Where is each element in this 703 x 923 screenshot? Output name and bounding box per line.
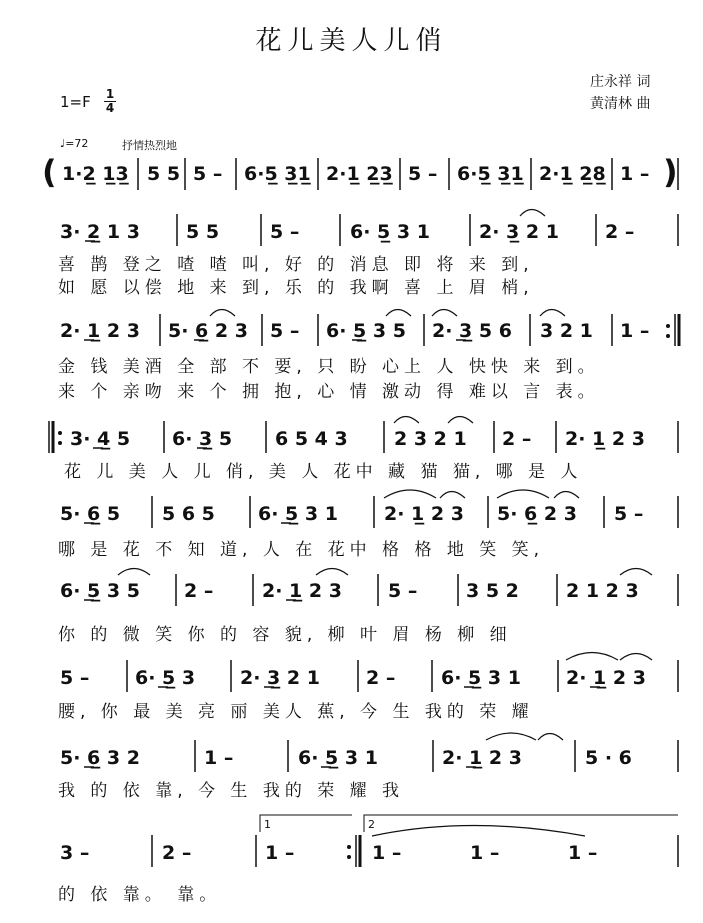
lyric-line: 来 个 亲吻 来 个 拥 抱, 心 情 激动 得 难以 言 表。	[58, 382, 600, 402]
measure: 2· 3̲ 2 1	[240, 667, 320, 689]
measure: 1 –	[470, 842, 500, 864]
measure: 5 –	[193, 163, 223, 185]
measure: 2 1 2 3	[566, 580, 639, 602]
lyric-line: 金 钱 美酒 全 部 不 要, 只 盼 心上 人 快快 来 到。	[58, 357, 600, 377]
measure: 5 5	[147, 163, 181, 185]
measure: 6· 5̲ 3 1	[298, 747, 378, 769]
measure: 2·1̲ 2̲3̲	[326, 163, 393, 185]
measure: 1 –	[265, 842, 295, 864]
measure: 1 –	[620, 320, 650, 342]
measure: 1 –	[568, 842, 598, 864]
slurs	[118, 210, 652, 837]
measure: 3· 4̲ 5	[70, 428, 131, 450]
measure: 6· 5̲ 3 1	[258, 503, 338, 525]
measure: 5· 6̲ 3 2	[60, 747, 140, 769]
lyric-line: 花 儿 美 人 儿 俏, 美 人 花中 藏 猫 猫, 哪 是 人	[64, 462, 583, 482]
measure: 2 3 2 1	[394, 428, 467, 450]
measure: 5 –	[270, 221, 300, 243]
measure: 6· 5̲ 3 5	[60, 580, 140, 602]
measure: 2 –	[605, 221, 635, 243]
measure: 5· 6̲ 2 3	[497, 503, 577, 525]
measure: 1 –	[372, 842, 402, 864]
measure: 1·2̲ 1̲3̲	[62, 163, 129, 185]
lyricist-credit: 庄永祥 词	[590, 74, 651, 90]
expression-marking: 抒情热烈地	[122, 139, 177, 152]
intro-open-paren: (	[42, 153, 57, 191]
measure: 5 –	[388, 580, 418, 602]
lyric-line: 哪 是 花 不 知 道, 人 在 花中 格 格 地 笑 笑,	[58, 540, 545, 560]
volta-brackets	[260, 815, 678, 832]
volta-second-ending-number: 2	[368, 818, 375, 831]
song-title: 花儿美人儿俏	[255, 26, 448, 56]
measure: 5 6 5	[162, 503, 215, 525]
measure: 2 –	[184, 580, 214, 602]
measure: 2· 1̲ 2 3	[384, 503, 464, 525]
measure: 2· 3̲ 5 6	[432, 320, 512, 342]
measure: 2 –	[502, 428, 532, 450]
measure: 5 · 6	[585, 747, 632, 769]
measure: 1 –	[204, 747, 234, 769]
measure: 2· 1̲ 2 3	[262, 580, 342, 602]
measure: 5 –	[60, 667, 90, 689]
measure: 5 –	[408, 163, 438, 185]
lyric-line: 你 的 微 笑 你 的 容 貌, 柳 叶 眉 杨 柳 细	[58, 625, 512, 645]
measure: 5· 6̲ 5	[60, 503, 121, 525]
key-signature: 1=F	[60, 93, 91, 111]
measure: 6·5̲ 3̲1̲	[244, 163, 311, 185]
measure: 2 –	[366, 667, 396, 689]
tempo-marking: ♩=72	[60, 137, 89, 150]
lyric-line: 喜 鹊 登之 喳 喳 叫, 好 的 消息 即 将 来 到,	[58, 255, 534, 275]
measure: 6 5 4 3	[275, 428, 348, 450]
measure: 2· 1̲ 2 3	[442, 747, 522, 769]
measure: 6·5̲ 3̲1̲	[457, 163, 524, 185]
measure: 2· 1̲ 2 3	[566, 667, 646, 689]
composer-credit: 黄清林 曲	[590, 96, 651, 112]
measure: 2·1̲ 2̲8̲	[539, 163, 606, 185]
measure: 5 –	[614, 503, 644, 525]
lyric-line: 的 依 靠。 靠。	[58, 885, 222, 905]
measure: 2· 1̲ 2 3	[60, 320, 140, 342]
intro-close-paren: )	[663, 153, 678, 191]
measure: 3 2 1	[540, 320, 593, 342]
bar-lines	[49, 158, 679, 867]
measure: 6· 5̲ 3	[135, 667, 196, 689]
measure: 2· 1̲ 2 3	[565, 428, 645, 450]
time-signature-bottom: 4	[105, 101, 115, 115]
measure: 2· 3̲ 2 1	[479, 221, 559, 243]
measure: 3· 2̲ 1 3	[60, 221, 140, 243]
measure: 3 5 2	[466, 580, 519, 602]
repeat-dots	[58, 324, 670, 859]
measure: 2 –	[162, 842, 192, 864]
measure: 6· 3̲ 5	[172, 428, 233, 450]
measure: 6· 5̲ 3 1	[350, 221, 430, 243]
lyric-line: 如 愿 以偿 地 来 到, 乐 的 我啊 喜 上 眉 梢,	[58, 278, 534, 298]
underlines	[84, 241, 600, 767]
measure: 5 5	[186, 221, 220, 243]
measure: 1 –	[620, 163, 650, 185]
time-signature-top: 1	[105, 87, 115, 101]
measure: 5· 6̲ 2 3	[168, 320, 248, 342]
measure: 6· 5̲ 3 1	[441, 667, 521, 689]
lyric-line: 我 的 依 靠, 今 生 我的 荣 耀 我	[58, 781, 405, 801]
lyric-line: 腰, 你 最 美 亮 丽 美人 蕉, 今 生 我的 荣 耀	[58, 702, 534, 722]
volta-first-ending-number: 1	[264, 818, 271, 831]
measure: 5 –	[270, 320, 300, 342]
measure: 3 –	[60, 842, 90, 864]
measure: 6· 5̲ 3 5	[326, 320, 406, 342]
